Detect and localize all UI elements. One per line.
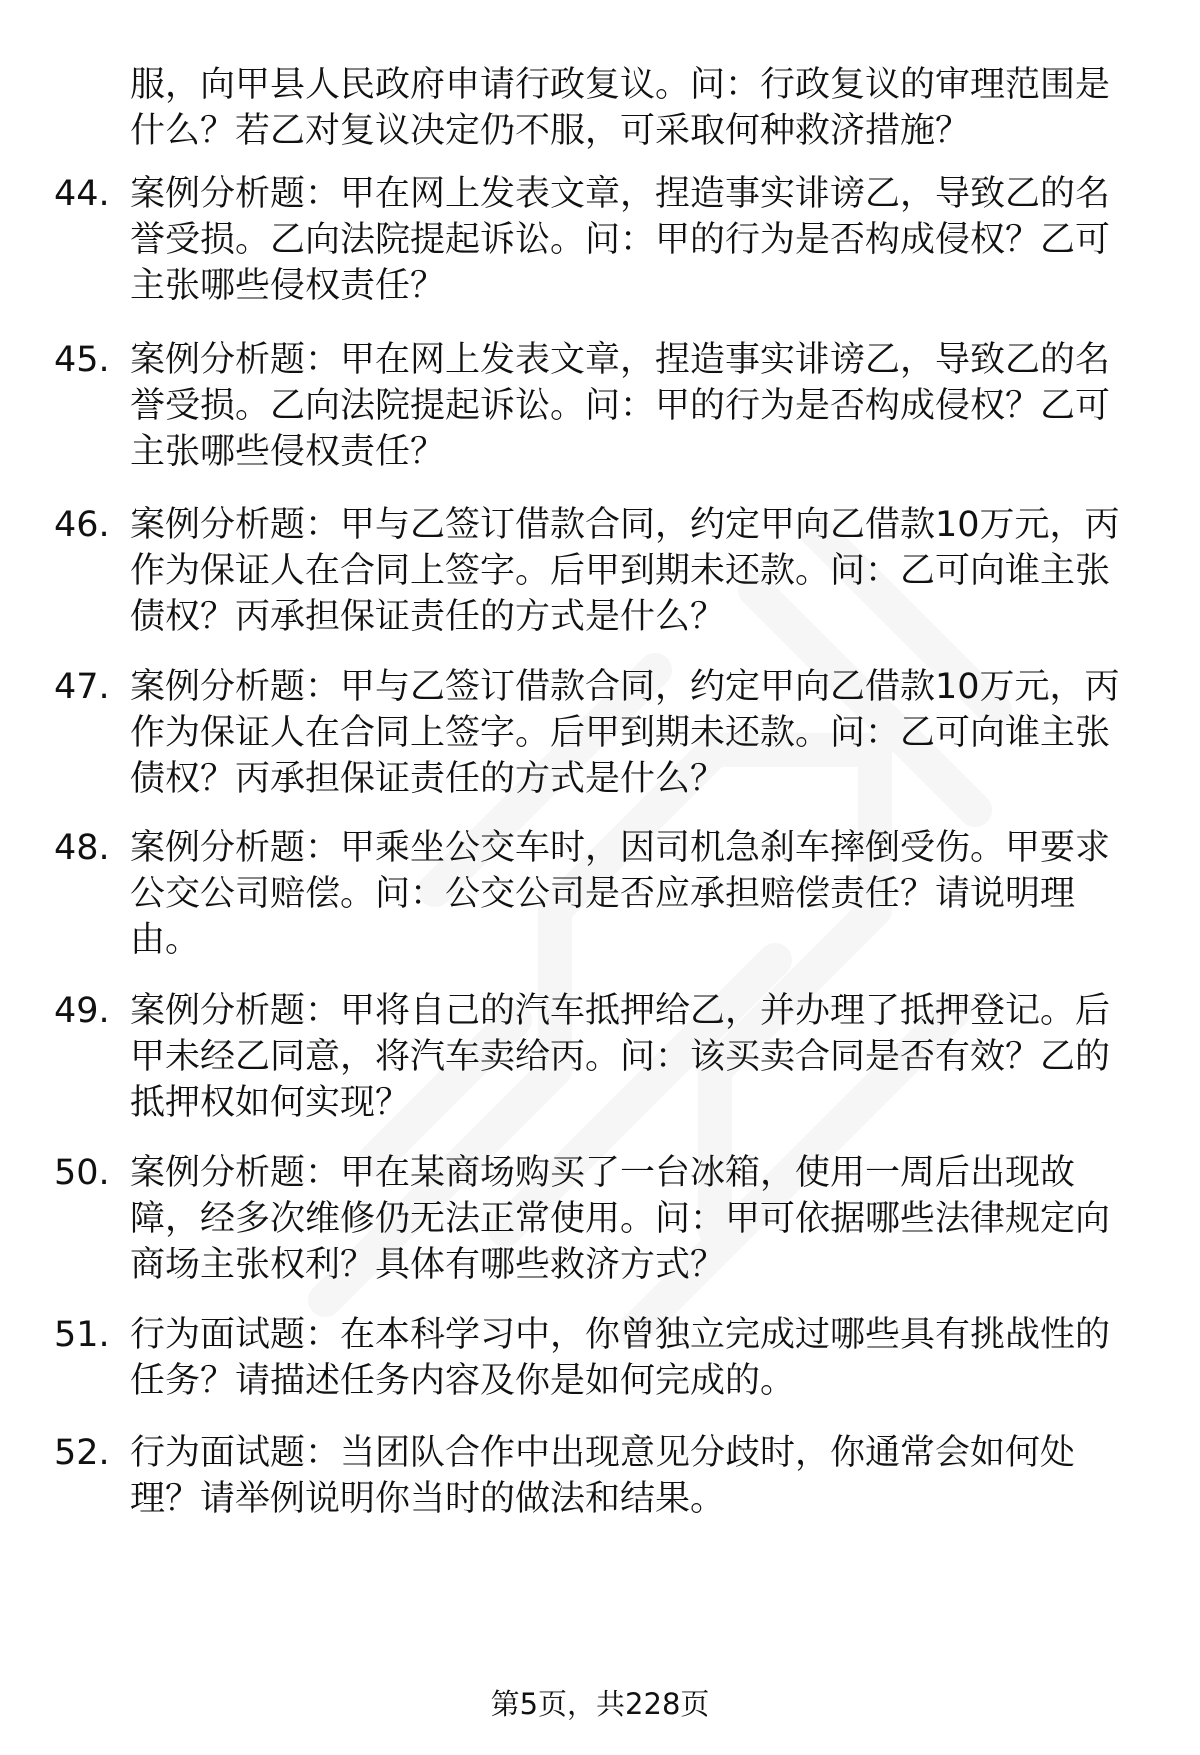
- question-text: 案例分析题：甲乘坐公交车时，因司机急刹车摔倒受伤。甲要求公交公司赔偿。问：公交公司是否应承担赔偿责任？请说明理由。: [130, 828, 1111, 960]
- question-text: 案例分析题：甲与乙签订借款合同，约定甲向乙借款10万元，丙作为保证人在合同上签字。后甲到期未还款。问：乙可向谁主张债权？丙承担保证责任的方式是什么？: [130, 505, 1120, 637]
- question-number: 49.: [54, 991, 110, 1031]
- page-number-footer: 第5页，共228页: [490, 1687, 710, 1721]
- question-number: 44.: [54, 174, 110, 214]
- question-text: 案例分析题：甲在网上发表文章，捏造事实诽谤乙，导致乙的名誉受损。乙向法院提起诉讼。问：甲的行为是否构成侵权？乙可主张哪些侵权责任？: [130, 340, 1111, 472]
- question-number: 47.: [54, 667, 110, 707]
- question-number: 45.: [54, 340, 110, 380]
- question-text: 行为面试题：在本科学习中，你曾独立完成过哪些具有挑战性的任务？请描述任务内容及你是如何完成的。: [130, 1315, 1111, 1401]
- question-text: 案例分析题：甲与乙签订借款合同，约定甲向乙借款10万元，丙作为保证人在合同上签字。后甲到期未还款。问：乙可向谁主张债权？丙承担保证责任的方式是什么？: [130, 667, 1120, 799]
- question-text: 案例分析题：甲在某商场购买了一台冰箱，使用一周后出现故障，经多次维修仍无法正常使用。问：甲可依据哪些法律规定向商场主张权利？具体有哪些救济方式？: [130, 1153, 1111, 1285]
- question-text: 行为面试题：当团队合作中出现意见分歧时，你通常会如何处理？请举例说明你当时的做法和结果。: [130, 1433, 1076, 1519]
- question-text: 案例分析题：甲将自己的汽车抵押给乙，并办理了抵押登记。后甲未经乙同意，将汽车卖给丙。问：该买卖合同是否有效？乙的抵押权如何实现？: [130, 991, 1111, 1123]
- question-text: 案例分析题：甲在网上发表文章，捏造事实诽谤乙，导致乙的名誉受损。乙向法院提起诉讼。问：甲的行为是否构成侵权？乙可主张哪些侵权责任？: [130, 174, 1111, 306]
- question-number: 52.: [54, 1433, 110, 1473]
- question-number: 50.: [54, 1153, 110, 1193]
- continued-question-text: 服，向甲县人民政府申请行政复议。问：行政复议的审理范围是什么？若乙对复议决定仍不服，可采取何种救济措施？: [130, 65, 1111, 151]
- question-number: 48.: [54, 828, 110, 868]
- question-number: 46.: [54, 505, 110, 545]
- question-number: 51.: [54, 1315, 110, 1355]
